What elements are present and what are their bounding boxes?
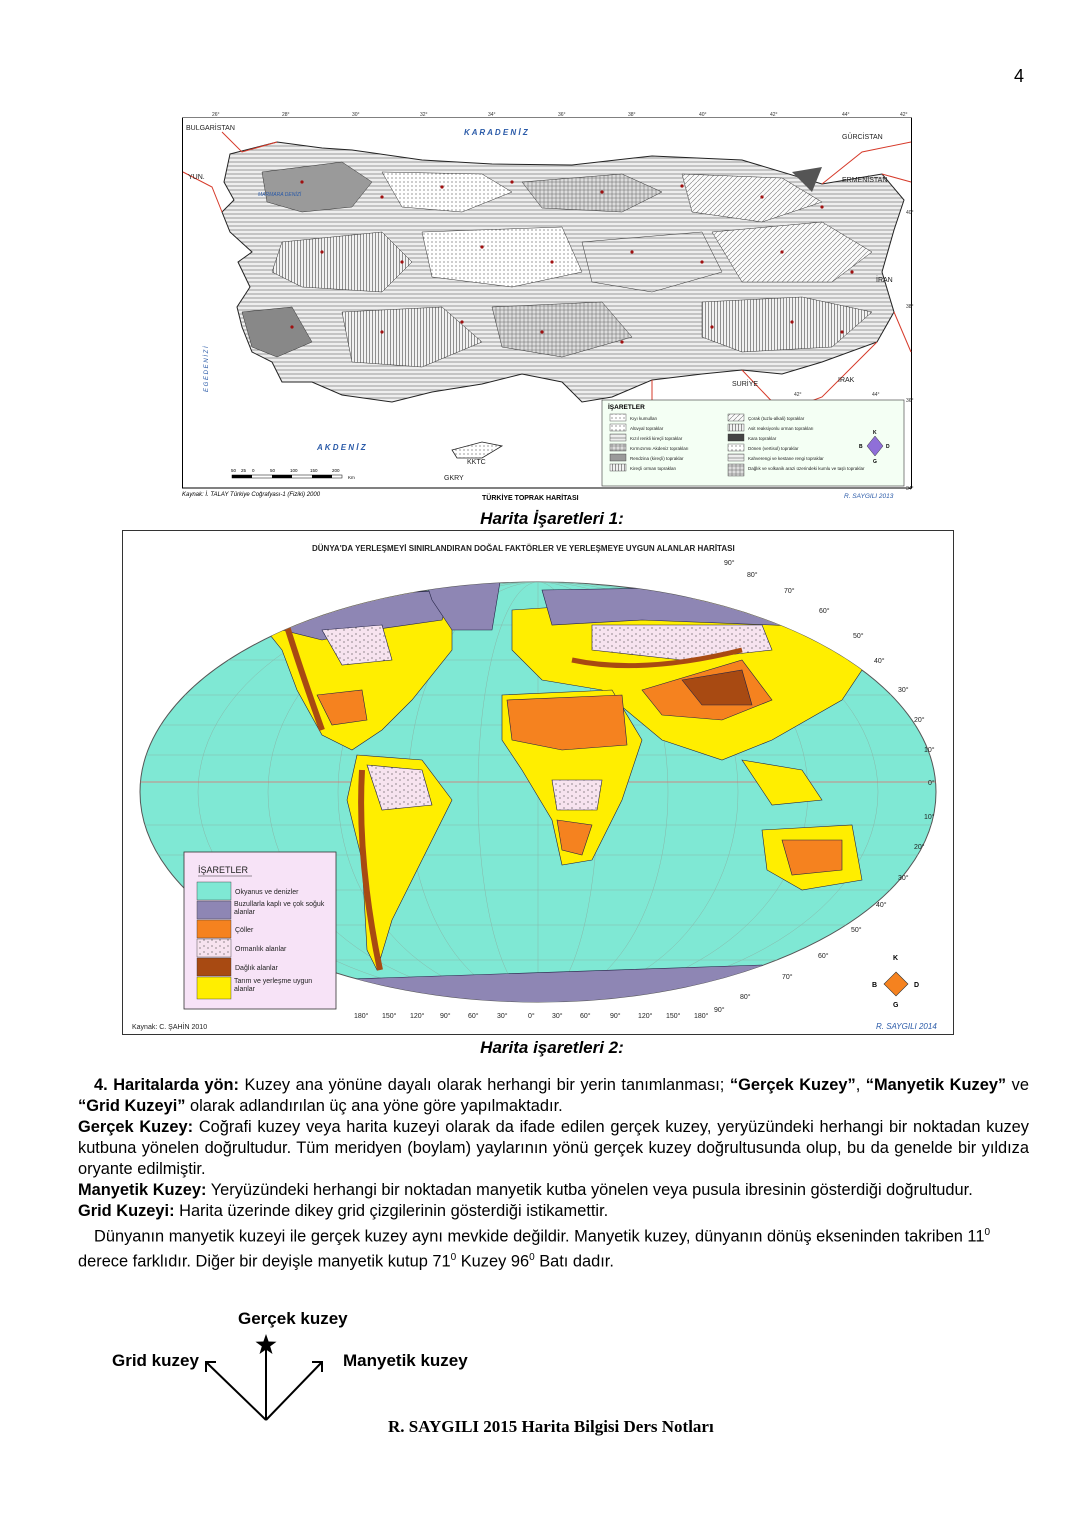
page-number: 4 [1014,66,1025,86]
svg-text:50°: 50° [853,633,864,640]
label-grid-kuzey: Grid kuzey [112,1351,199,1370]
map2-legend-title: İŞARETLER [198,865,249,875]
svg-text:28°: 28° [282,112,290,118]
svg-text:42°: 42° [900,112,908,118]
svg-text:44°: 44° [872,392,880,398]
label-gurcistan: GÜRCİSTAN [842,134,883,141]
svg-text:30°: 30° [898,875,909,882]
svg-text:Kıyı kumulları: Kıyı kumulları [630,416,658,421]
svg-text:Dağlık alanlar: Dağlık alanlar [235,965,278,972]
svg-text:G: G [873,459,877,465]
svg-text:60°: 60° [580,1013,591,1020]
legend-swatch-desert [197,920,231,938]
svg-text:Ormanlık alanlar: Ormanlık alanlar [235,946,287,953]
svg-text:40°: 40° [876,902,887,909]
svg-text:Dağlık ve volkanik arazi üzeri: Dağlık ve volkanik arazi üzerindeki kumlu ve taşlı topraklar [748,466,865,471]
svg-text:34°: 34° [906,486,914,492]
svg-text:150: 150 [310,468,318,473]
legend-swatch-agriculture [197,977,231,999]
svg-text:Okyanus ve denizler: Okyanus ve denizler [235,889,299,896]
legend-swatch-mountain [197,958,231,976]
svg-text:90°: 90° [724,560,735,567]
svg-text:60°: 60° [468,1013,479,1020]
map1-author: R. SAYGILI 2013 [844,493,894,500]
svg-text:42°: 42° [794,392,802,398]
map2-source: Kaynak: C. ŞAHİN 2010 [132,1024,208,1031]
svg-text:B: B [859,444,863,450]
turkey-soil-map [182,112,912,504]
label-ege: E G E D E N İ Z İ [204,346,210,392]
label-bulgaristan: BULGARİSTAN [186,125,235,132]
svg-text:70°: 70° [784,588,795,595]
label-iran: İRAN [876,277,893,284]
svg-text:150°: 150° [666,1013,681,1020]
svg-text:B: B [872,982,878,989]
svg-text:D: D [886,444,890,450]
caption-2: Harita işaretleri 2: [480,1038,624,1057]
legend-swatch-glacier [197,901,231,919]
svg-text:Dönen (vertisol) topraklar: Dönen (vertisol) topraklar [748,446,799,451]
map1-legend-title: İŞARETLER [608,404,645,411]
svg-text:D: D [914,982,920,989]
svg-text:80°: 80° [747,572,758,579]
label-marmara: MARMARA DENİZİ [258,192,302,198]
svg-text:90°: 90° [440,1013,451,1020]
svg-text:30°: 30° [352,112,360,118]
svg-text:40°: 40° [699,112,707,118]
svg-text:50: 50 [270,468,276,473]
svg-text:36°: 36° [558,112,566,118]
legend-swatch-ocean [197,882,231,900]
svg-text:40°: 40° [906,210,914,216]
svg-text:180°: 180° [694,1013,709,1020]
label-kktc: KKTC [467,459,486,466]
legend-swatch-forest [197,939,231,957]
body-text [78,1075,1029,1273]
svg-text:80°: 80° [740,994,751,1001]
svg-text:0: 0 [252,468,255,473]
label-manyetik-kuzey: Manyetik kuzey [343,1351,468,1370]
svg-text:120°: 120° [638,1013,653,1020]
svg-text:Kahverengi ve kestane rengi to: Kahverengi ve kestane rengi topraklar [748,456,824,461]
world-settlement-map [122,530,954,1035]
label-karadeniz: K A R A D E N İ Z [464,128,528,137]
svg-text:Rendzina (kireçli) topraklar: Rendzina (kireçli) topraklar [630,456,684,461]
label-akdeniz: A K D E N İ Z [317,443,366,452]
top-ticks [212,112,908,118]
svg-text:90°: 90° [610,1013,621,1020]
svg-text:200: 200 [332,468,340,473]
label-gercek-kuzey: Gerçek kuzey [238,1309,348,1328]
svg-text:0°: 0° [928,780,935,787]
svg-text:30°: 30° [552,1013,563,1020]
svg-text:Çorak (tuzlu-alkali) topraklar: Çorak (tuzlu-alkali) topraklar [748,416,805,421]
svg-text:44°: 44° [842,112,850,118]
svg-text:90°: 90° [714,1007,725,1014]
svg-text:K: K [893,955,899,962]
svg-text:70°: 70° [782,974,793,981]
svg-text:120°: 120° [410,1013,425,1020]
svg-text:26°: 26° [212,112,220,118]
svg-text:50: 50 [231,468,237,473]
svg-text:50°: 50° [851,927,862,934]
label-ermenistan: ERMENİSTAN [842,177,888,184]
svg-text:10°: 10° [924,814,935,821]
svg-text:38°: 38° [628,112,636,118]
map1-title: TÜRKİYE TOPRAK HARİTASI [482,495,579,502]
svg-text:180°: 180° [354,1013,369,1020]
map1-source: Kaynak: İ. TALAY Türkiye Coğrafyası-1 (Fiziki) 2000 [182,492,321,498]
paragraph-haritalarda-yon: 4. Haritalarda yön: Kuzey ana yönüne dayalı olarak herhangi bir yerin tanımlanması; “Gerçek Kuzey”, “Manyetik Kuzey” ve “Grid Kuzeyi” olarak adlandırılan üç ana yöne göre yapılmaktadır. [78,1076,1029,1115]
svg-text:Kırmızımsı Akdeniz toprakları: Kırmızımsı Akdeniz toprakları [630,446,689,451]
label-irak: IRAK [838,377,855,384]
label-yun: YUN. [188,174,205,181]
svg-text:Km: Km [348,475,355,480]
svg-text:34°: 34° [488,112,496,118]
svg-text:G: G [893,1002,899,1009]
label-suriye: SURİYE [732,381,759,388]
svg-text:10°: 10° [924,747,935,754]
svg-text:0°: 0° [528,1013,535,1020]
svg-text:150°: 150° [382,1013,397,1020]
svg-text:Kireçli orman toprakları: Kireçli orman toprakları [630,466,677,471]
map1-legend [602,400,904,486]
north-directions-diagram [100,1300,520,1430]
svg-text:60°: 60° [818,953,829,960]
footer: R. SAYGILI 2015 Harita Bilgisi Ders Notları [388,1417,714,1436]
map2-author: R. SAYGILI 2014 [876,1022,937,1031]
paragraph-grid-kuzeyi: Grid Kuzeyi: Harita üzerinde dikey grid çizgilerinin gösterdiği istikamettir. [78,1202,609,1220]
svg-text:25: 25 [241,468,247,473]
map2-title: DÜNYA'DA YERLEŞMEYİ SINIRLANDIRAN DOĞAL FAKTÖRLER VE YERLEŞMEYE UYGUN ALANLAR HARİTASI [312,544,735,553]
svg-text:Alüvyal topraklar: Alüvyal topraklar [630,426,664,431]
svg-text:20°: 20° [914,844,925,851]
svg-text:38°: 38° [906,304,914,310]
svg-text:42°: 42° [770,112,778,118]
svg-text:K: K [873,430,877,436]
caption-1: Harita İşaretleri 1: [480,509,624,528]
paragraph-gercek-kuzey: Gerçek Kuzey: Coğrafi kuzey veya harita kuzeyi olarak da ifade edilen gerçek kuzey, yeryüzündeki herhangi bir noktadan kuzey kutbuna yönelen doğrultudur. Tüm meridyen (boylam) yaylarının yönü gerçek kuzey doğrultusunda olup, bu da genelde bir yıldıza oryante edilmiştir. [78,1118,1029,1178]
label-gkry: GKRY [444,475,464,482]
svg-text:32°: 32° [420,112,428,118]
svg-text:Asit reaksiyonlu orman toprakl: Asit reaksiyonlu orman toprakları [748,426,814,431]
svg-text:100: 100 [290,468,298,473]
paragraph-manyetik-kuzey: Manyetik Kuzey: Yeryüzündeki herhangi bir noktadan manyetik kutba yönelen veya pusula ibresinin gösterdiği doğrultudur. [78,1181,973,1199]
svg-text:30°: 30° [898,687,909,694]
map2-legend: İŞARETLER Okyanus ve denizler Buzullarla kaplı ve çok soğuk alanlar Çöller Ormanlık alanlar Dağlık alanlar Tarım ve yerleşme uygun alanlar [184,852,336,1009]
svg-text:40°: 40° [874,658,885,665]
paragraph-manyetik-kutup: Dünyanın manyetik kuzeyi ile gerçek kuzey aynı mevkide değildir. Manyetik kuzey, dünyanın dönüş ekseninden takriben $11^0$ derece farklıdır. Diğer bir deyişle manyetik kutup $71^0$ Kuzey $96^0$ Batı dadır. [78,1227,991,1271]
svg-text:Kara topraklar: Kara topraklar [748,436,777,441]
svg-text:36°: 36° [906,398,914,404]
svg-text:20°: 20° [914,717,925,724]
svg-text:30°: 30° [497,1013,508,1020]
svg-text:Çöller: Çöller [235,927,254,934]
svg-text:Kızıl renkli kireçli topraklar: Kızıl renkli kireçli topraklar [630,436,683,441]
svg-text:60°: 60° [819,608,830,615]
